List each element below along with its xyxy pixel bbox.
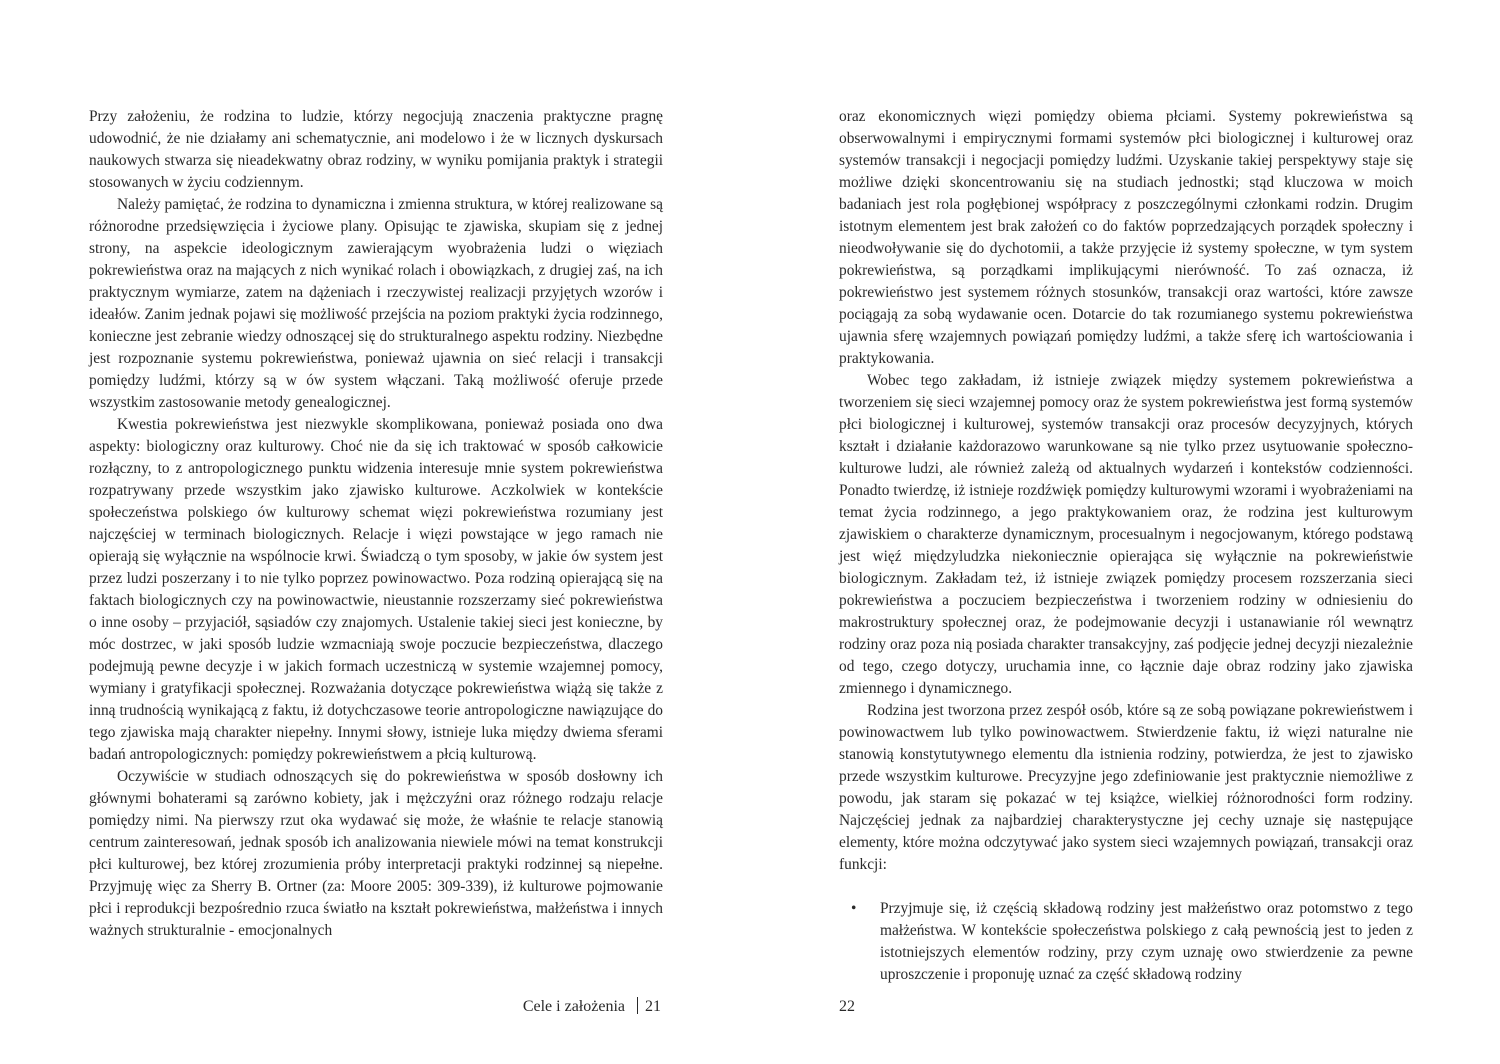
left-page-footer xyxy=(523,996,661,1018)
paragraph: Rodzina jest tworzona przez zespół osób, które są ze sobą powiązane pokrewieństwem i powinowactwem lub tylko powinowactwem. Stwierdzenie faktu, iż więzi naturalne nie stanowią konstytutywnego elementu dla istnienia rodziny, potwierdza, że jest to zjawisko przede wszystkim kulturowe. Precyzyjne jego zdefiniowanie jest praktycznie niemożliwe z powodu, jak staram się pokazać w tej książce, wielkiej różnorodności form rodziny. Najczęściej jednak za najbardziej charakterystyczne jej cechy uznaje się następujące elementy, które można odczytywać jako system sieci wzajemnych powiązań, transakcji oraz funkcji: xyxy=(839,702,1413,873)
right-page xyxy=(839,106,1413,986)
paragraph: Kwestia pokrewieństwa jest niezwykle skomplikowana, ponieważ posiada ono dwa aspekty: biologiczny oraz kulturowy. Choć nie da się ich traktować w sposób całkowicie rozłączny, to z antropologicznego punktu widzenia interesuje mnie system pokrewieństwa rozpatrywany przede wszystkim jako zjawisko kulturowe. Aczkolwiek w kontekście społeczeństwa polskiego ów kulturowy schemat więzi pokrewieństwa rozumiany jest najczęściej w terminach biologicznych. Relacje i więzi powstające w jego ramach nie opierają się wyłącznie na wspólnocie krwi. Świadczą o tym sposoby, w jakie ów system jest przez ludzi poszerzany i to nie tylko poprzez powinowactwo. Poza rodziną opierającą się na faktach biologicznych czy na powinowactwie, nieustannie rozszerzamy sieć pokrewieństwa o inne osoby – przyjaciół, sąsiadów czy znajomych. Ustalenie takiej sieci jest konieczne, by móc dostrzec, w jaki sposób ludzie wzmacniają swoje poczucie bezpieczeństwa, dlaczego podejmują pewne decyzje i w jakich formach uczestniczą w systemie wzajemnej pomocy, wymiany i gratyfikacji społecznej. Rozważania dotyczące pokrewieństwa wiążą się także z inną trudnością wynikającą z faktu, iż dotychczasowe teorie antropologiczne nawiązujące do tego zjawiska mają charakter niepełny. Innymi słowy, istnieje luka między dwiema sferami badań antropologicznych: pomiędzy pokrewieństwem a płcią kulturową. xyxy=(89,416,663,763)
paragraph: Wobec tego zakładam, iż istnieje związek między systemem pokrewieństwa a tworzeniem się sieci wzajemnej pomocy oraz że system pokrewieństwa jest formą systemów płci biologicznej i kulturowej, systemów transakcji oraz procesów decyzyjnych, których kształt i działanie każdorazowo warunkowane są nie tylko przez usytuowanie społeczno-kulturowe ludzi, ale również zależą od aktualnych wydarzeń i kontekstów codzienności. Ponadto twierdzę, iż istnieje rozdźwięk pomiędzy kulturowymi wzorami i wyobrażeniami na temat życia rodzinnego, a jego praktykowaniem oraz, że rodzina jest kulturowym zjawiskiem o charakterze dynamicznym, procesualnym i negocjowanym, którego podstawą jest więź międzyludzka niekoniecznie opierająca się wyłącznie na pokrewieństwie biologicznym. Zakładam też, iż istnieje związek pomiędzy procesem rozszerzania sieci pokrewieństwa a poczuciem bezpieczeństwa i tworzeniem rodziny w odniesieniu do makrostruktury społecznej oraz, że podejmowanie decyzji i ustanawianie ról wewnątrz rodziny oraz poza nią posiada charakter transakcyjny, zaś podjęcie jednej decyzji niezależnie od tego, czego dotyczy, uruchamia inne, co łącznie daje obraz rodziny jako zjawiska zmiennego i dynamicznego. xyxy=(839,372,1413,697)
page-number: 21 xyxy=(645,998,661,1015)
list-item-text: Przyjmuje się, iż częścią składową rodziny jest małżeństwo oraz potomstwo z tego małżeństwa. W kontekście społeczeństwa polskiego z całą pewnością jest to jeden z istotniejszych elementów rodziny, przy czym uznaję owo stwierdzenie za pewne uproszczenie i proponuję uznać za część składową rodziny xyxy=(880,900,1413,983)
paragraph: Przy założeniu, że rodzina to ludzie, którzy negocjują znaczenia praktyczne pragnę udowodnić, że nie działamy ani schematycznie, ani modelowo i że w licznych dyskursach naukowych stwarza się nieadekwatny obraz rodziny, w wyniku pomijania praktyk i strategii stosowanych w życiu codziennym. xyxy=(89,108,663,191)
left-page xyxy=(89,106,663,942)
bullet-icon: • xyxy=(851,900,857,917)
bullet-list xyxy=(839,898,1413,986)
list-item xyxy=(839,898,1413,986)
running-title: Cele i założenia xyxy=(522,998,625,1015)
paragraph: oraz ekonomicznych więzi pomiędzy obiema płciami. Systemy pokrewieństwa są obserwowalnymi i empirycznymi formami systemów płci biologicznej i kulturowej oraz systemów transakcji i negocjacji pomiędzy ludźmi. Uzyskanie takiej perspektywy staje się możliwe dzięki skoncentrowaniu się na studiach jednostki; stąd kluczowa w moich badaniach jest rola pogłębionej współpracy z poszczególnymi członkami rodzin. Drugim istotnym elementem jest brak założeń co do faktów poprzedzających porządek społeczny i nieodwoływanie się do dychotomii, a także przyjęcie iż systemy społeczne, w tym system pokrewieństwa, są porządkami implikującymi nierówność. To zaś oznacza, iż pokrewieństwo jest systemem różnych stosunków, transakcji oraz wartości, które zawsze pociągają za sobą wydawanie ocen. Dotarcie do tak rozumianego systemu pokrewieństwa ujawnia sferę wzajemnych powiązań pomiędzy ludźmi, a także sferę ich wartościowania i praktykowania. xyxy=(839,108,1413,367)
right-page-body xyxy=(839,106,1413,986)
paragraph: Należy pamiętać, że rodzina to dynamiczna i zmienna struktura, w której realizowane są różnorodne przedsięwzięcia i życiowe plany. Opisując te zjawiska, skupiam się z jednej strony, na aspekcie ideologicznym zawierającym wyobrażenia ludzi o więziach pokrewieństwa oraz na mających z nich wynikać rolach i obowiązkach, z drugiej zaś, na ich praktycznym wymiarze, zatem na dążeniach i rzeczywistej realizacji przyjętych wzorów i ideałów. Zanim jednak pojawi się możliwość przejścia na poziom praktyki życia rodzinnego, konieczne jest zebranie wiedzy odnoszącej się do strukturalnego aspektu rodziny. Niezbędne jest rozpoznanie systemu pokrewieństwa, ponieważ ujawnia on sieć relacji i transakcji pomiędzy ludźmi, którzy są w ów system włączani. Taką możliwość oferuje przede wszystkim zastosowanie metody genealogicznej. xyxy=(89,196,663,411)
footer-divider xyxy=(637,997,638,1014)
page-number: 22 xyxy=(839,998,855,1015)
right-page-footer xyxy=(839,996,855,1018)
left-page-body xyxy=(89,106,663,942)
paragraph: Oczywiście w studiach odnoszących się do pokrewieństwa w sposób dosłowny ich głównymi bohaterami są zarówno kobiety, jak i mężczyźni oraz różnego rodzaju relacje pomiędzy nimi. Na pierwszy rzut oka wydawać się może, że właśnie te relacje stanowią centrum zainteresowań, jednak sposób ich analizowania niewiele mówi na temat konstrukcji płci kulturowej, bez której zrozumienia próby interpretacji praktyki rodzinnej są niepełne. Przyjmuję więc za Sherry B. Ortner (za: Moore 2005: 309-339), iż kulturowe pojmowanie płci i reprodukcji bezpośrednio rzuca światło na kształt pokrewieństwa, małżeństwa i innych ważnych strukturalnie - emocjonalnych xyxy=(89,768,663,939)
